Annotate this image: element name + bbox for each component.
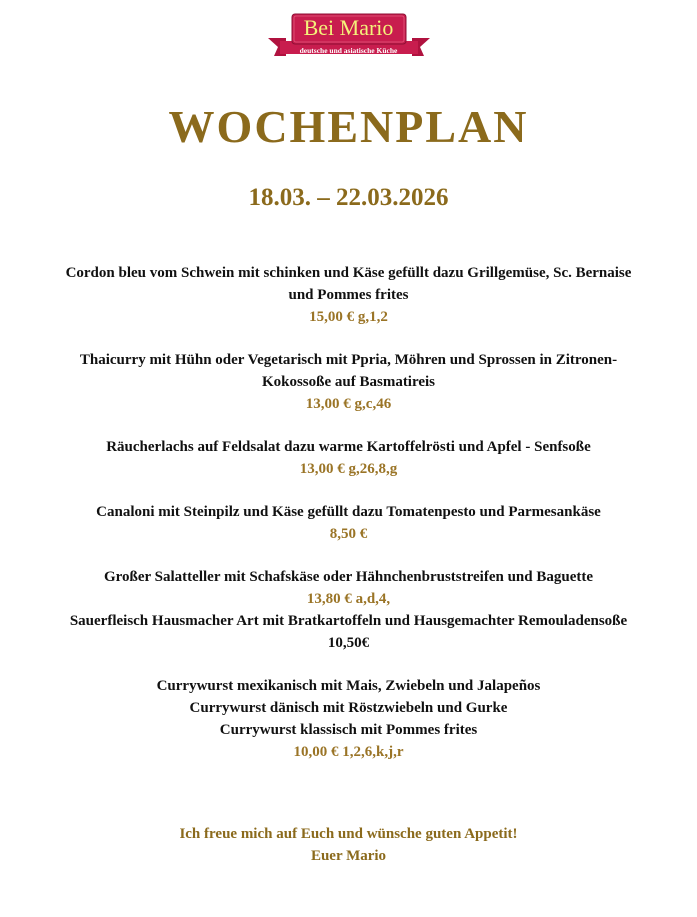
menu-item-price: 10,50€ — [327, 635, 370, 651]
footer — [0, 823, 697, 867]
footer-signature: Euer Mario — [310, 848, 387, 864]
menu-item-price: 8,50 € — [329, 526, 368, 542]
date-range: 18.03. – 22.03.2026 — [248, 184, 449, 211]
page-title: WOCHENPLAN — [168, 101, 529, 152]
menu-item — [20, 610, 677, 654]
menu-item — [20, 262, 677, 328]
menu-item — [20, 436, 677, 480]
menu-item — [20, 501, 677, 545]
menu-item-line: Currywurst mexikanisch mit Mais, Zwiebeln und Jalapeños — [156, 678, 541, 694]
menu-item-price: 13,80 € a,d,4, — [306, 591, 391, 607]
menu-item-line: Sauerfleisch Hausmacher Art mit Bratkartoffeln und Hausgemachter Remouladensoße — [69, 613, 628, 629]
menu-item-line: Currywurst dänisch mit Röstzwiebeln und Gurke — [189, 700, 508, 716]
menu-item-line: Currywurst klassisch mit Pommes frites — [219, 722, 478, 738]
menu-item-line: Kokossoße auf Basmatireis — [261, 374, 436, 390]
menu-item-price: 13,00 € g,26,8,g — [299, 461, 398, 477]
restaurant-logo — [264, 12, 434, 58]
logo-name: Bei Mario — [303, 15, 394, 40]
logo-subtitle: deutsche und asiatische Küche — [299, 46, 398, 55]
menu-item — [20, 675, 677, 763]
menu-list — [20, 262, 677, 763]
menu-item-line: und Pommes frites — [288, 287, 409, 303]
menu-item-line: Thaicurry mit Hühn oder Vegetarisch mit Ppria, Möhren und Sprossen in Zitronen- — [79, 352, 618, 368]
menu-item-line: Großer Salatteller mit Schafskäse oder Hähnchenbruststreifen und Baguette — [103, 569, 594, 585]
menu-item-price: 10,00 € 1,2,6,k,j,r — [293, 744, 404, 760]
menu-item — [20, 566, 677, 610]
menu-item-line: Räucherlachs auf Feldsalat dazu warme Kartoffelrösti und Apfel - Senfsoße — [106, 439, 591, 455]
menu-item-line: Cordon bleu vom Schwein mit schinken und Käse gefüllt dazu Grillgemüse, Sc. Bernaise — [65, 265, 632, 281]
menu-item-price: 13,00 € g,c,46 — [305, 396, 392, 412]
footer-greeting: Ich freue mich auf Euch und wünsche guten Appetit! — [179, 826, 518, 842]
menu-item-line: Canaloni mit Steinpilz und Käse gefüllt dazu Tomatenpesto und Parmesankäse — [96, 504, 601, 520]
logo-area — [0, 12, 697, 63]
menu-item-price: 15,00 € g,1,2 — [309, 309, 388, 325]
menu-item — [20, 349, 677, 415]
